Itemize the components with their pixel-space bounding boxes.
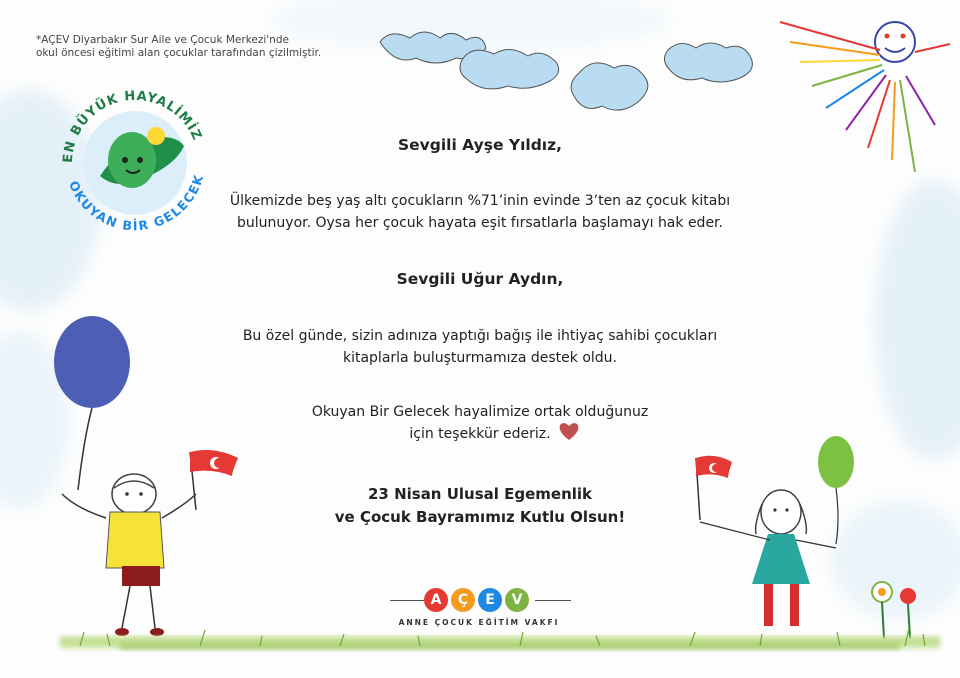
acev-letter-a: A: [424, 588, 448, 612]
statistic-paragraph: Ülkemizde beş yaş altı çocukların %71’inin evinde 3’ten az çocuk kitabı bulunuyor. Oysa her çocuk hayata eşit fırsatlarla başlamayı hak eder.: [229, 193, 731, 231]
logo-bottom-text: OKUYAN BİR GELECEK: [65, 172, 207, 234]
donation-paragraph: Bu özel günde, sizin adınıza yaptığı bağış ile ihtiyaç sahibi çocukları kitaplarla buluşturmamıza destek oldu.: [242, 328, 718, 366]
heart-icon: [558, 422, 580, 442]
campaign-logo: [52, 80, 218, 246]
logo-top-text: EN BÜYÜK HAYALİMİZ: [60, 88, 205, 164]
greeting-recipient: Sevgili Ayşe Yıldız,: [397, 136, 563, 154]
acev-rule-right: [535, 600, 571, 601]
greeting-donor: Sevgili Uğur Aydın,: [396, 270, 564, 288]
acev-letter-v: V: [505, 588, 529, 612]
acev-letter-e: E: [478, 588, 502, 612]
child-right-drawing: [696, 436, 854, 626]
kite-drawing: [780, 22, 950, 172]
holiday-greeting: 23 Nisan Ulusal Egemenlik ve Çocuk Bayramımız Kutlu Olsun!: [334, 485, 626, 526]
grass-strip: [60, 636, 940, 650]
acev-letter-c: Ç: [451, 588, 475, 612]
credit-note: *AÇEV Diyarbakır Sur Aile ve Çocuk Merkezi'nde okul öncesi eğitimi alan çocuklar tarafından çizilmiştir.: [36, 34, 322, 59]
thanks-paragraph: Okuyan Bir Gelecek hayalimize ortak olduğunuz için teşekkür ederiz.: [311, 404, 649, 442]
acev-subtitle: ANNE ÇOCUK EĞİTİM VAKFI: [398, 618, 560, 627]
acev-letters: [424, 588, 529, 612]
acev-rule-left: [390, 600, 424, 601]
acev-logo: [384, 588, 574, 634]
